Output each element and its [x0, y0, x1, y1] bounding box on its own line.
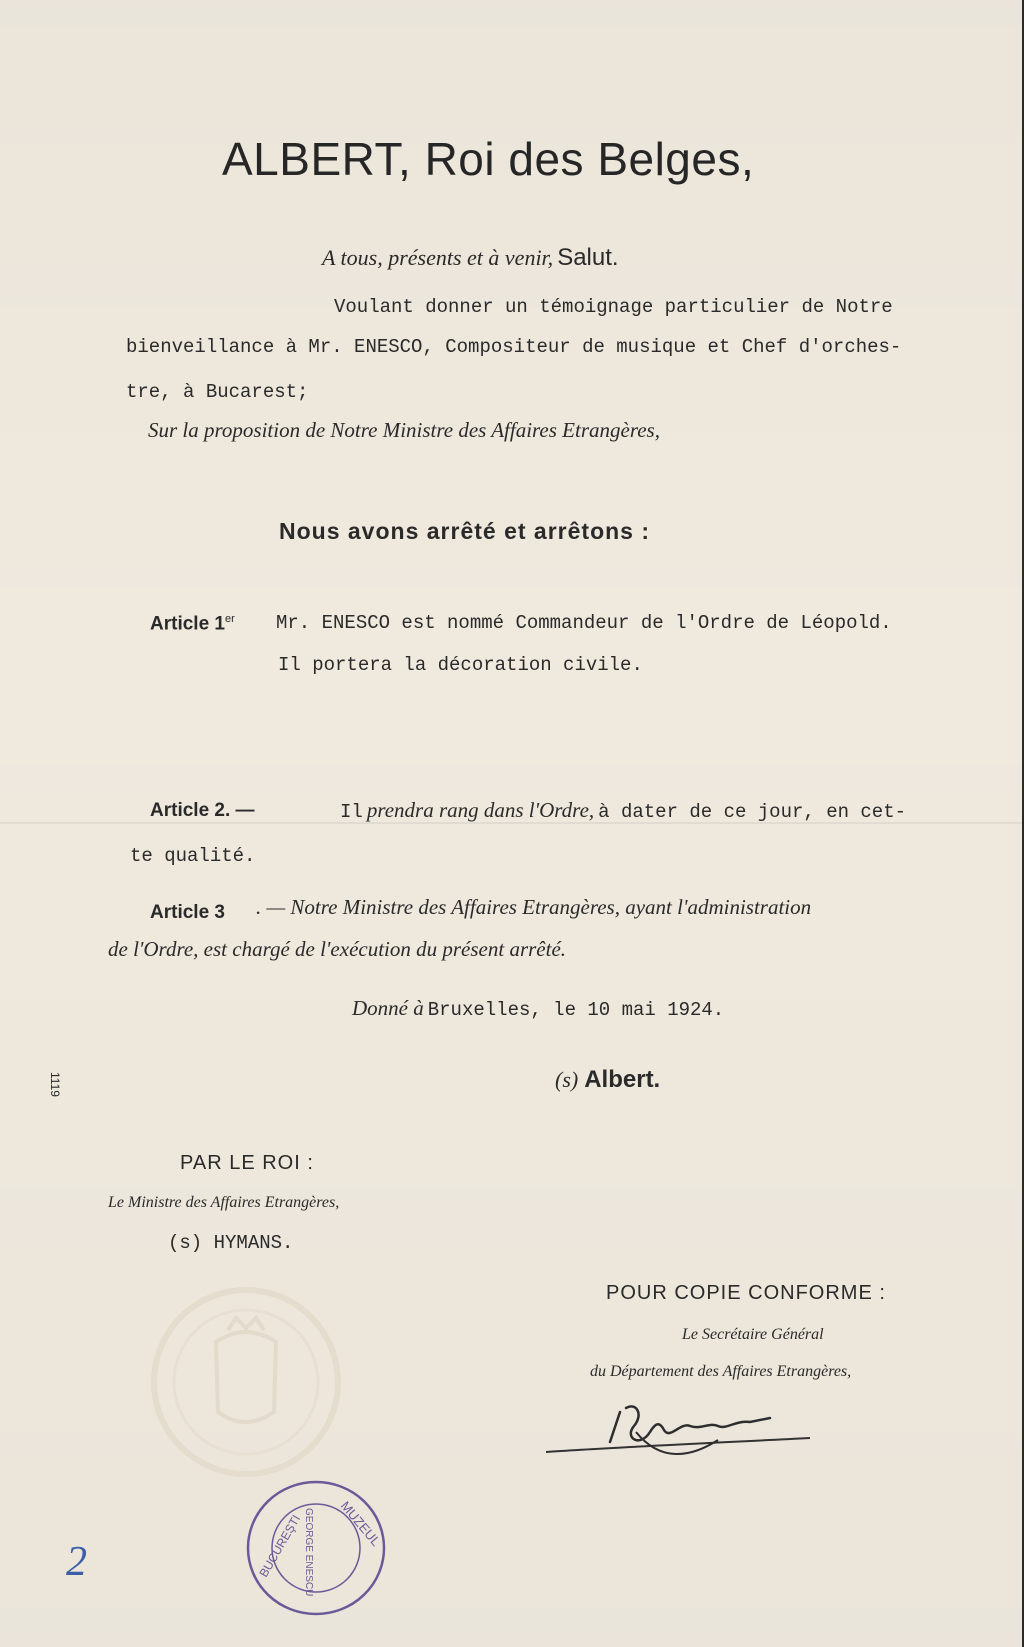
- secretary-title: Le Secrétaire Général: [682, 1326, 824, 1343]
- department-title: du Département des Affaires Etrangères,: [590, 1363, 852, 1380]
- salutation-italic: A tous, présents et à venir,: [322, 245, 554, 270]
- article-2-rest: à dater de ce jour, en cet-: [598, 801, 907, 823]
- king-signature-prefix: (s): [555, 1067, 579, 1092]
- article-2-line-2: te qualité.: [130, 845, 256, 867]
- article-3-label: Article 3: [150, 902, 225, 923]
- stamp-city-text: BUCUREŞTI: [256, 1512, 304, 1580]
- king-signature-name: Albert.: [584, 1066, 661, 1093]
- given-line: [352, 996, 724, 1021]
- article-1-line-2: Il portera la décoration civile.: [278, 654, 643, 676]
- article-1-label: [150, 613, 235, 635]
- museum-stamp: [244, 1478, 388, 1618]
- stamp-inner-text: GEORGE ENESCU: [303, 1508, 314, 1597]
- copie-heading: POUR COPIE CONFORME :: [606, 1282, 886, 1304]
- article-1-line-1: Mr. ENESCO est nommé Commandeur de l'Ordre de Léopold.: [276, 612, 892, 634]
- article-3-line-2: de l'Ordre, est chargé de l'exécution du présent arrêté.: [108, 937, 567, 961]
- stamp-outer-text: MUZEUL: [337, 1498, 384, 1549]
- minister-signed: (s) HYMANS.: [168, 1232, 294, 1254]
- proposition-line: Sur la proposition de Notre Ministre des Affaires Etrangères,: [148, 418, 660, 442]
- minister-title: Le Ministre des Affaires Etrangères,: [108, 1194, 340, 1211]
- article-2-italic: prendra rang dans l'Ordre,: [366, 798, 595, 822]
- preamble-line-3: tre, à Bucarest;: [126, 381, 309, 403]
- handwritten-signature: [540, 1392, 820, 1472]
- article-1-label-text: Article 1: [150, 613, 225, 635]
- preamble-line-2: bienveillance à Mr. ENESCO, Compositeur de musique et Chef d'orches-: [126, 336, 902, 358]
- salutation-word: Salut.: [557, 244, 619, 271]
- document-title: ALBERT, Roi des Belges,: [222, 133, 755, 185]
- embossed-seal: [146, 1282, 346, 1482]
- article-1-superscript: er: [224, 613, 235, 625]
- article-3-line-1: . — Notre Ministre des Affaires Etrangères, ayant l'administration: [256, 895, 812, 919]
- handwritten-number: 2: [66, 1539, 87, 1585]
- article-2-label: Article 2. —: [150, 800, 255, 821]
- salutation: [322, 244, 619, 272]
- article-2-line-1: [340, 798, 906, 823]
- decree-heading: Nous avons arrêté et arrêtons :: [279, 518, 651, 544]
- king-signature: [555, 1066, 660, 1094]
- margin-number: 1119: [48, 1072, 62, 1097]
- par-le-roi-heading: PAR LE ROI :: [180, 1152, 314, 1174]
- given-place-date: Bruxelles, le 10 mai 1924.: [427, 999, 725, 1021]
- article-2-il: Il: [340, 801, 363, 823]
- given-italic: Donné à: [352, 996, 424, 1020]
- preamble-line-1: Voulant donner un témoignage particulier de Notre: [334, 296, 893, 318]
